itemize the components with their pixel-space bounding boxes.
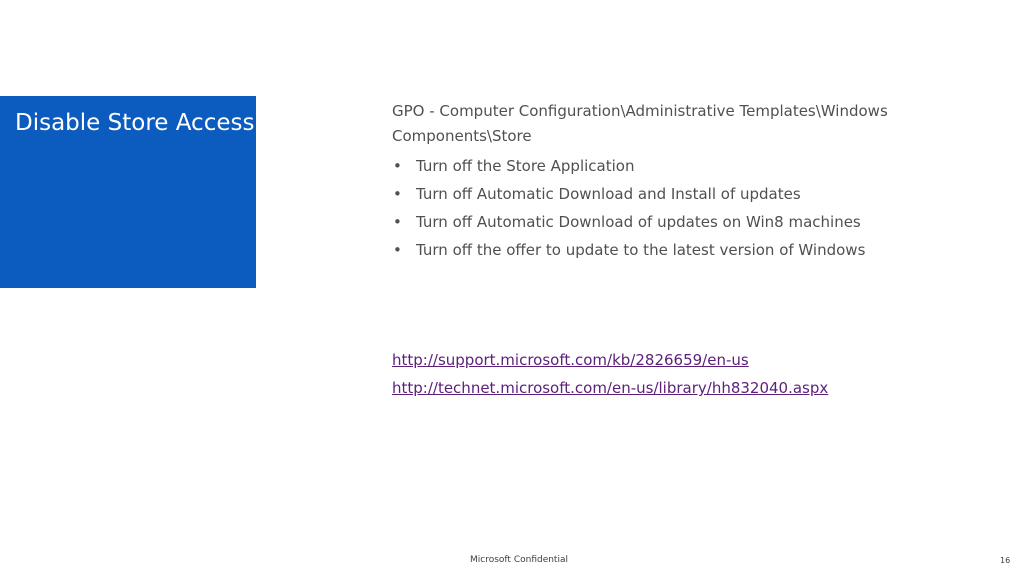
bullet-item-update-offer: [392, 236, 992, 264]
bullet-text: Turn off the offer to update to the latest version of Windows: [416, 241, 866, 259]
bullet-dot-icon: •: [393, 157, 402, 175]
page-number: 16: [1000, 556, 1011, 565]
bullet-dot-icon: •: [393, 185, 402, 203]
support-kb-link[interactable]: http://support.microsoft.com/kb/2826659/en-us: [392, 351, 749, 369]
bullet-list: [392, 152, 992, 264]
gpo-path-text: GPO - Computer Configuration\Administrative Templates\Windows Components\Store: [392, 102, 888, 145]
bullet-dot-icon: •: [393, 213, 402, 231]
bullet-item-auto-download-win8: [392, 208, 992, 236]
slide-title: Disable Store Access: [15, 110, 255, 136]
bullet-dot-icon: •: [393, 241, 402, 259]
slide-content: [392, 99, 992, 264]
bullet-text: Turn off Automatic Download of updates on Win8 machines: [416, 213, 861, 231]
technet-library-link[interactable]: http://technet.microsoft.com/en-us/library/hh832040.aspx: [392, 379, 829, 397]
bullet-item-store-application: [392, 152, 992, 180]
bullet-item-auto-download-install: [392, 180, 992, 208]
reference-links: [392, 346, 828, 402]
bullet-text: Turn off the Store Application: [416, 157, 635, 175]
bullet-text: Turn off Automatic Download and Install of updates: [416, 185, 801, 203]
footer-confidential: Microsoft Confidential: [470, 555, 568, 565]
